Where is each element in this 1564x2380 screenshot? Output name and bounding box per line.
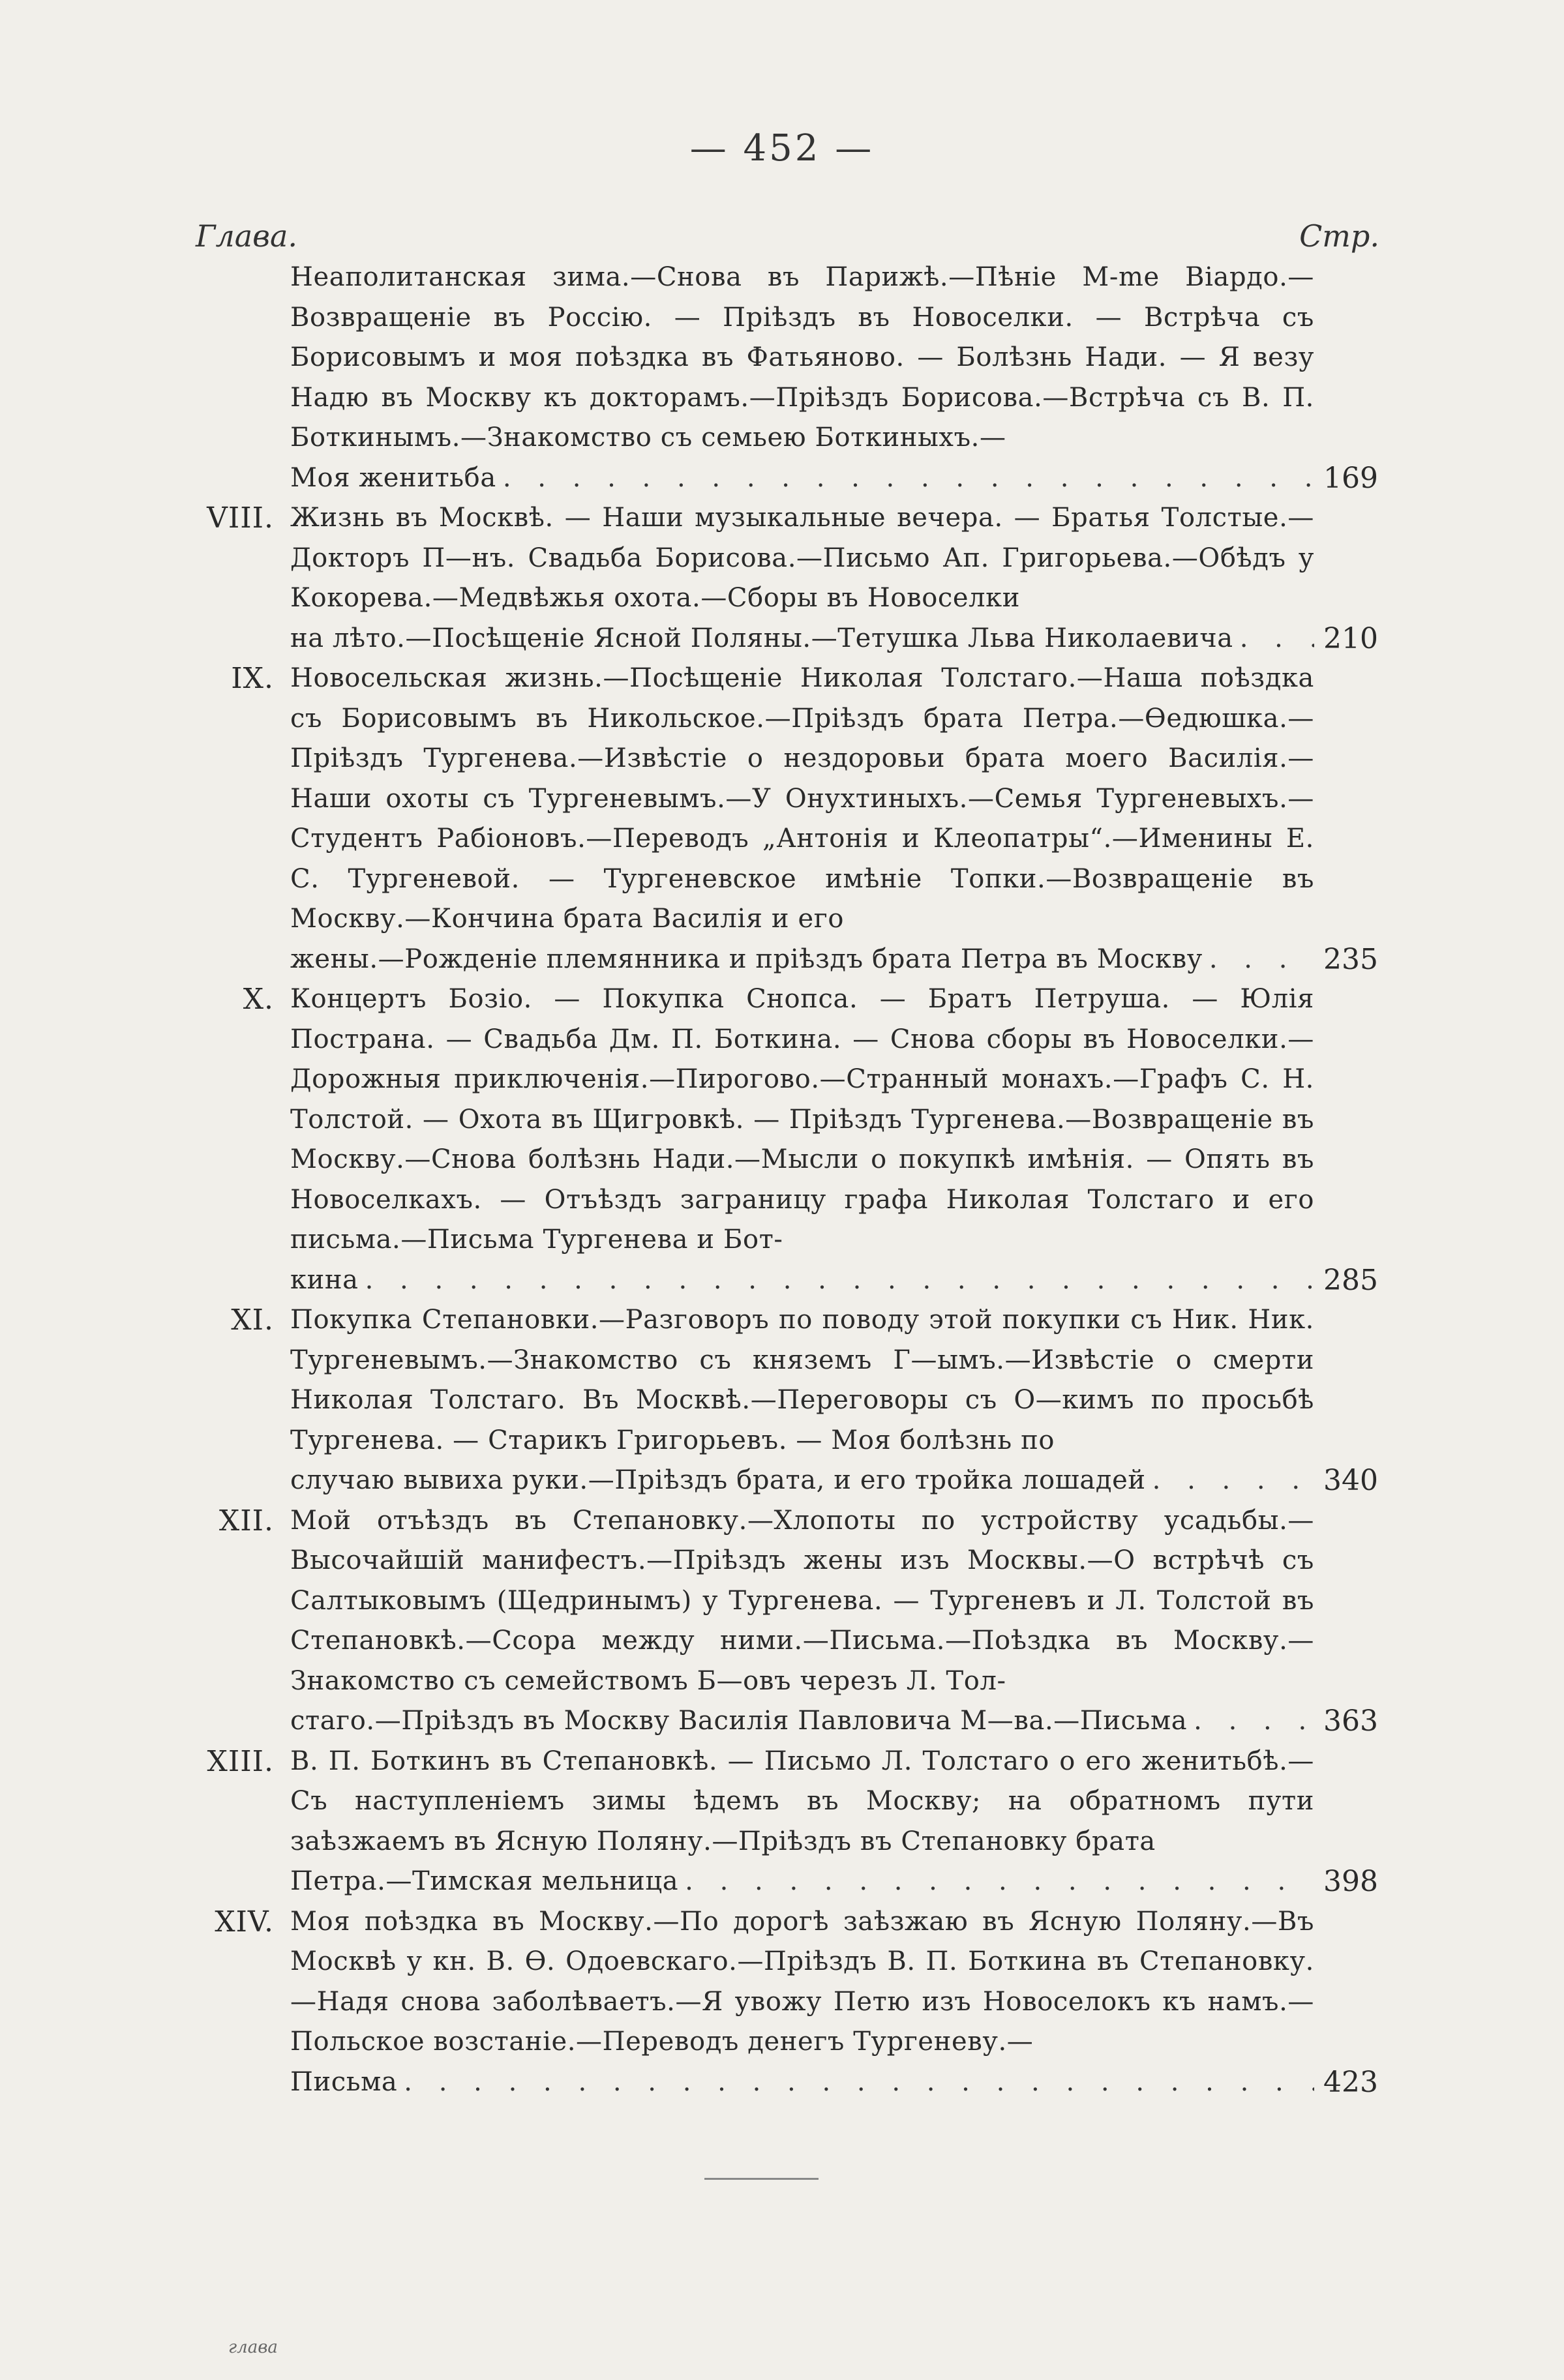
entry-last-line [290,458,1314,499]
dot-leader [1152,1461,1314,1501]
page-number: — 452 — [689,127,875,170]
dot-leader [365,1260,1314,1301]
chapter-number: X. [243,983,274,1016]
entry-text: Неаполитанская зима.—Снова въ Парижѣ.—Пѣніе M-me Віардо.—Возвращеніе въ Россію. — Пріѣздъ въ Новоселки. — Встрѣча съ Борисовымъ и моя поѣздка въ Фатьяново. — Болѣзнь Нади. — Я везу Надю въ Москву къ докторамъ.—Пріѣздъ Борисова.—Встрѣча съ В. П. Боткинымъ.—Знакомство съ семьею Боткиныхъ.— [290,262,1314,453]
toc-entry [0,1902,1564,2103]
page-ref: 235 [1323,942,1378,976]
entry-summary [290,659,1314,979]
toc-entry [0,659,1564,979]
dot-leader [685,1862,1314,1902]
page-ref: 363 [1323,1704,1378,1738]
entry-tail: Петра.—Тимская мельница [290,1866,679,1896]
page-column-header: Стр. [1299,218,1379,254]
toc-entry [0,1742,1564,1902]
closing-rule [704,2178,819,2180]
entry-tail: кина [290,1264,359,1295]
entry-summary [290,979,1314,1300]
toc-entry [0,258,1564,498]
page-ref: 210 [1323,621,1378,655]
entry-tail: жены.—Рожденіе племянника и пріѣздъ брата Петра въ Москву [290,944,1203,974]
page-ref: 285 [1323,1263,1378,1297]
page-ref: 398 [1323,1865,1378,1898]
toc-entry [0,979,1564,1300]
entry-summary [290,498,1314,659]
dot-leader [1194,1701,1314,1742]
chapter-number: VIII. [207,501,274,535]
chapter-number: XIV. [215,1905,274,1939]
entry-text: Жизнь въ Москвѣ. — Наши музыкальные вечера. — Братья Толстые.—Докторъ П—нъ. Свадьба Борисова.—Письмо Ап. Григорьева.—Обѣдъ у Кокорева.—Медвѣжья охота.—Сборы въ Новоселки [290,503,1314,613]
corner-note: глава [228,2338,278,2357]
dot-leader [503,458,1314,499]
dot-leader [1209,940,1314,980]
entry-summary [290,1501,1314,1742]
entry-last-line [290,2062,1314,2103]
page-ref: 423 [1323,2065,1378,2099]
entry-text: Покупка Степановки.—Разговоръ по поводу этой покупки съ Ник. Ник. Тургеневымъ.—Знакомство съ княземъ Г—ымъ.—Извѣстіе о смерти Николая Толстаго. Въ Москвѣ.—Переговоры съ О—кимъ по просьбѣ Тургенева. — Старикъ Григорьевъ. — Моя болѣзнь по [290,1305,1314,1455]
entry-summary [290,258,1314,498]
toc-entry [0,498,1564,659]
entry-summary [290,1902,1314,2103]
entry-tail: Письма [290,2066,398,2097]
entry-last-line [290,619,1314,659]
toc-entry [0,1501,1564,1742]
entry-text: Концертъ Бозіо. — Покупка Снопса. — Братъ Петруша. — Юлія Пострана. — Свадьба Дм. П. Боткина. — Снова сборы въ Новоселки.—Дорожныя приключенія.—Пирогово.—Странный монахъ.—Графъ С. Н. Толстой. — Охота въ Щигровкѣ. — Пріѣздъ Тургенева.—Возвращеніе въ Москву.—Снова болѣзнь Нади.—Мысли о покупкѣ имѣнія. — Опять въ Новоселкахъ. — Отъѣздъ заграницу графа Николая Толстаго и его письма.—Письма Тургенева и Бот- [290,984,1314,1255]
chapter-column-header: Глава. [196,218,297,254]
dot-leader [404,2062,1314,2103]
entry-last-line [290,940,1314,980]
entry-tail: Моя женитьба [290,462,496,493]
entry-text: Моя поѣздка въ Москву.—По дорогѣ заѣзжаю въ Ясную Поляну.—Въ Москвѣ у кн. В. Ѳ. Одоевскаго.—Пріѣздъ В. П. Боткина въ Степановку.—Надя снова заболѣваетъ.—Я увожу Петю изъ Новоселокъ къ намъ.—Польское возстаніе.—Переводъ денегъ Тургеневу.— [290,1906,1314,2057]
entry-text: В. П. Боткинъ въ Степановкѣ. — Письмо Л. Толстаго о его женитьбѣ.—Съ наступленіемъ зимы ѣдемъ въ Москву; на обратномъ пути заѣзжаемъ въ Ясную Поляну.—Пріѣздъ въ Степановку брата [290,1746,1314,1856]
entry-summary [290,1742,1314,1902]
entry-text: Мой отъѣздъ въ Степановку.—Хлопоты по устройству усадьбы.—Высочайшій манифестъ.—Пріѣздъ жены изъ Москвы.—О встрѣчѣ съ Салтыковымъ (Щедринымъ) у Тургенева. — Тургеневъ и Л. Толстой въ Степановкѣ.—Ссора между ними.—Письма.—Поѣздка въ Москву.—Знакомство съ семействомъ Б—овъ черезъ Л. Тол- [290,1505,1314,1696]
entry-summary [290,1300,1314,1501]
chapter-number: IX. [231,662,274,695]
entry-tail: на лѣто.—Посѣщеніе Ясной Поляны.—Тетушка Льва Николаевича [290,623,1233,653]
entry-last-line [290,1862,1314,1902]
page-ref: 340 [1323,1464,1378,1497]
chapter-number: XI. [231,1303,274,1337]
entry-tail: случаю вывиха руки.—Пріѣздъ брата, и его тройка лошадей [290,1465,1146,1495]
entry-last-line [290,1701,1314,1742]
entry-last-line [290,1260,1314,1301]
table-of-contents [0,258,1564,2102]
chapter-number: XII. [218,1504,274,1538]
entry-last-line [290,1461,1314,1501]
entry-tail: стаго.—Пріѣздъ въ Москву Василія Павловича М—ва.—Письма [290,1706,1188,1736]
entry-text: Новосельская жизнь.—Посѣщеніе Николая Толстаго.—Наша поѣздка съ Борисовымъ въ Никольское.—Пріѣздъ брата Петра.—Ѳедюшка.—Пріѣздъ Тургенева.—Извѣстіе о нездоровьи брата моего Василія.—Наши охоты съ Тургеневымъ.—У Онухтиныхъ.—Семья Тургеневыхъ.—Студентъ Рабіоновъ.—Переводъ „Антонія и Клеопатры“.—Именины Е. С. Тургеневой. — Тургеневское имѣніе Топки.—Возвращеніе въ Москву.—Кончина брата Василія и его [290,663,1314,934]
toc-entry [0,1300,1564,1501]
page-ref: 169 [1323,461,1378,495]
chapter-number: XIII. [207,1744,274,1778]
